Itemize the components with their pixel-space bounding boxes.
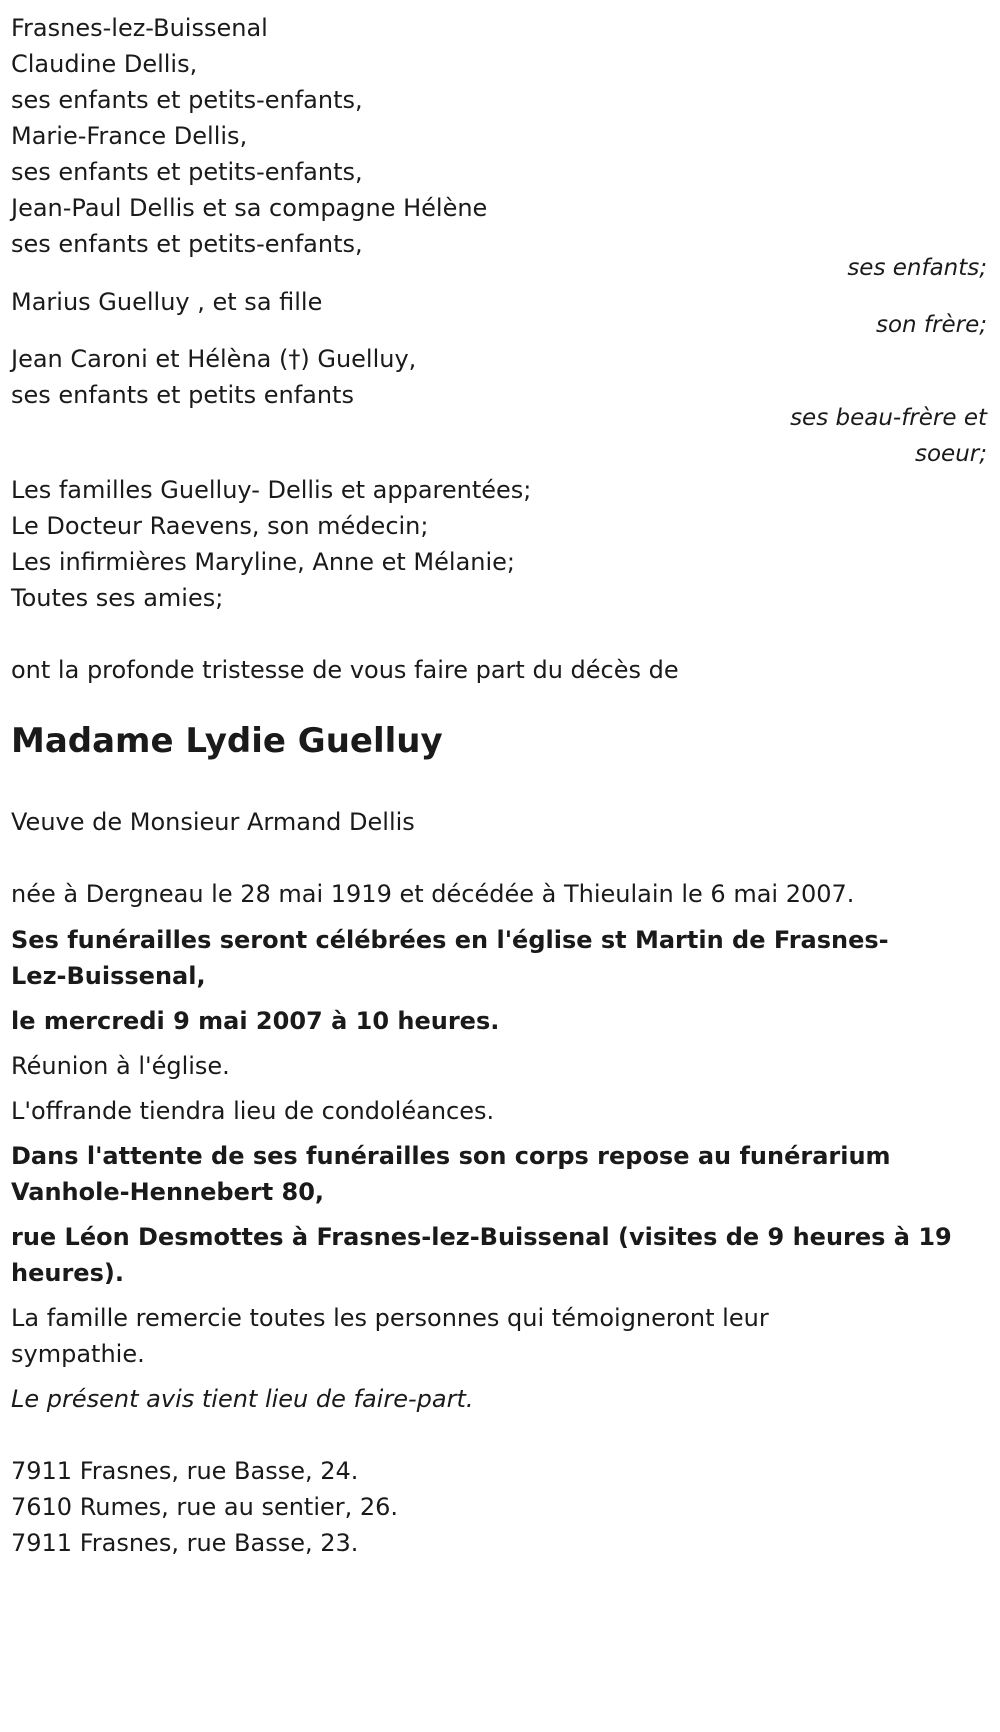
funerarium-text: Vanhole-Hennebert 80, [11,1178,325,1206]
family-line: Jean Caroni et Hélèna (†) Guelluy, [11,345,417,373]
funeral-text: Lez-Buissenal, [11,962,206,990]
offering-text: L'offrande tiendra lieu de condoléances. [11,1097,495,1125]
funeral-date: le mercredi 9 mai 2007 à 10 heures. [11,1007,500,1035]
funeral-text: Ses funérailles seront célébrées en l'église st Martin de Frasnes- [11,926,889,954]
relation-label: son frère; [875,312,987,338]
notice-text: Le présent avis tient lieu de faire-part. [11,1385,474,1413]
family-line: Jean-Paul Dellis et sa compagne Hélène [11,194,488,222]
announcement-text: ont la profonde tristesse de vous faire part du décès de [11,656,679,684]
family-line: Frasnes-lez-Buissenal [11,14,268,42]
address-line: 7610 Rumes, rue au sentier, 26. [11,1493,399,1521]
funerarium-address: rue Léon Desmottes à Frasnes-lez-Buissenal (visites de 9 heures à 19 [11,1223,952,1251]
meeting-text: Réunion à l'église. [11,1052,230,1080]
family-line: Le Docteur Raevens, son médecin; [11,512,429,540]
family-line: Toutes ses amies; [11,584,224,612]
deceased-name: Madame Lydie Guelluy [11,721,443,761]
funerarium-address: heures). [11,1259,124,1287]
family-line: ses enfants et petits enfants [11,381,354,409]
thanks-text: sympathie. [11,1340,145,1368]
relation-label: ses beau-frère et [790,405,987,431]
family-line: ses enfants et petits-enfants, [11,158,363,186]
relation-label: ses enfants; [847,255,987,281]
family-line: Les familles Guelluy- Dellis et apparentées; [11,476,532,504]
address-line: 7911 Frasnes, rue Basse, 24. [11,1457,359,1485]
funerarium-text: Dans l'attente de ses funérailles son corps repose au funérarium [11,1142,891,1170]
family-line: ses enfants et petits-enfants, [11,230,363,258]
address-line: 7911 Frasnes, rue Basse, 23. [11,1529,359,1557]
family-line: Marie-France Dellis, [11,122,248,150]
birth-death-text: née à Dergneau le 28 mai 1919 et décédée à Thieulain le 6 mai 2007. [11,880,855,908]
family-line: Claudine Dellis, [11,50,198,78]
widow-of-text: Veuve de Monsieur Armand Dellis [11,808,415,836]
family-line: Marius Guelluy , et sa fille [11,288,323,316]
family-line: Les infirmières Maryline, Anne et Mélanie; [11,548,516,576]
family-line: ses enfants et petits-enfants, [11,86,363,114]
relation-label: soeur; [915,441,987,467]
thanks-text: La famille remercie toutes les personnes qui témoigneront leur [11,1304,769,1332]
